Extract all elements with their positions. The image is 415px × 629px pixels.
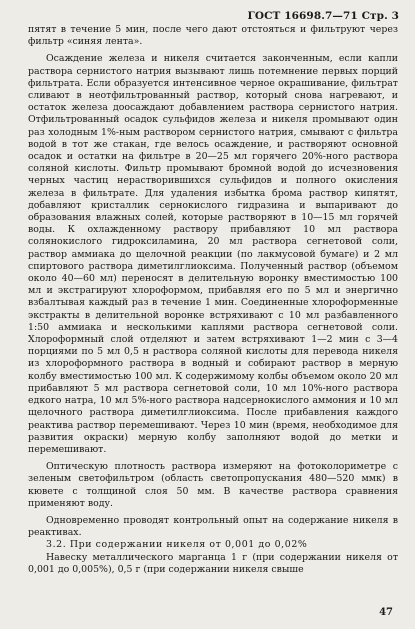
paragraph-optical-density: Оптическую плотность раствора измеряют на фотоколориметре с зеленым светофильтром (область светопропускания 480—520 ммк) в кювете с толщиной слоя 50 мм. В качестве раствора сравнения применяют воду. — [28, 461, 398, 509]
paragraph-control-test: Одновременно проводят контрольный опыт на содержание никеля в реактивах. — [28, 514, 398, 539]
paragraph-precipitation: Осаждение железа и никеля считается законченным, если капли раствора сернистого натрия вызывают лишь потемнение первых порций фильтрата. Если образуется интенсивное черное окрашивание, фильтрат сливают в неотфильтрованный раствор, который снова нагревают, и остаток железа доосаждают добавлением раствора сернистого натрия. Отфильтрованный осадок сульфидов железа и никеля промывают один раз холодным 1%-ным раствором сернистого натрия, смывают с фильтра водой в тот же стакан, где велось осаждение, и растворяют основной осадок и остатки на фильтре в 20—25 мл горячего 20%-ного раствора соляной кислоты. Фильтр промывают бромной водой до исчезновения черных частиц нерастворившихся сульфидов и полного окисления железа в фильтрате. Для удаления избытка брома раствор кипятят, добавляют кристаллик сернокислого гидразина и выпаривают до образования влажных солей, которые растворяют в 10—15 мл горячей воды. К охлажденному раствору прибавляют 10 мл раствора солянокислого гидроксиламина, 20 мл раствора сегнетовой соли, раствор аммиака до щелочной реакции (по лакмусовой бумаге) и 2 мл спиртового раствора диметилглиоксима. Полученный раствор (объемом около 40—60 мл) переносят в делительную воронку вместимостью 100 мл и экстрагируют хлороформом, прибавляя его по 5 мл и энергично взбалтывая каждый раз в течение 1 мин. Соединенные хлороформенные экстракты в делительной воронке встряхивают с 10 мл разбавленного 1:50 аммиака и несколькими каплями раствора сегнетовой соли. Хлороформный слой отделяют и затем встряхивают 1—2 мин с 3—4 порциями по 5 мл 0,5 н раствора соляной кислоты для перевода никеля из хлороформного раствора в водный и собирают раствор в мерную колбу вместимостью 100 мл. К содержимому колбы объемом около 20 мл прибавляют 5 мл раствора сегнетовой соли, 10 мл 10%-ного раствора едкого натра, 10 мл 5%-ного раствора надсернокислого аммония и 10 мл щелочного раствора диметилглиоксима. После прибавления каждого реактива раствор перемешивают. Через 10 мин (время, необходимое для развития окраски) мерную колбу заполняют водой до метки и перемешивают. — [28, 53, 398, 455]
paragraph-sample: Навеску металлического марганца 1 г (при содержании никеля от 0,001 до 0,005%), 0,5 г (при содержании никеля свыше — [28, 551, 398, 575]
body-text — [28, 24, 398, 576]
section-title-text: 3.2. При содержании никеля от 0,001 до 0,02% — [46, 539, 308, 551]
page-header: ГОСТ 16698.7—71 Стр. 3 — [247, 10, 399, 22]
page-number: 47 — [379, 607, 393, 618]
paragraph-continuation: пятят в течение 5 мин, после чего дают отстояться и фильтруют через фильтр «синяя лента». — [28, 24, 398, 48]
section-title — [28, 539, 398, 551]
